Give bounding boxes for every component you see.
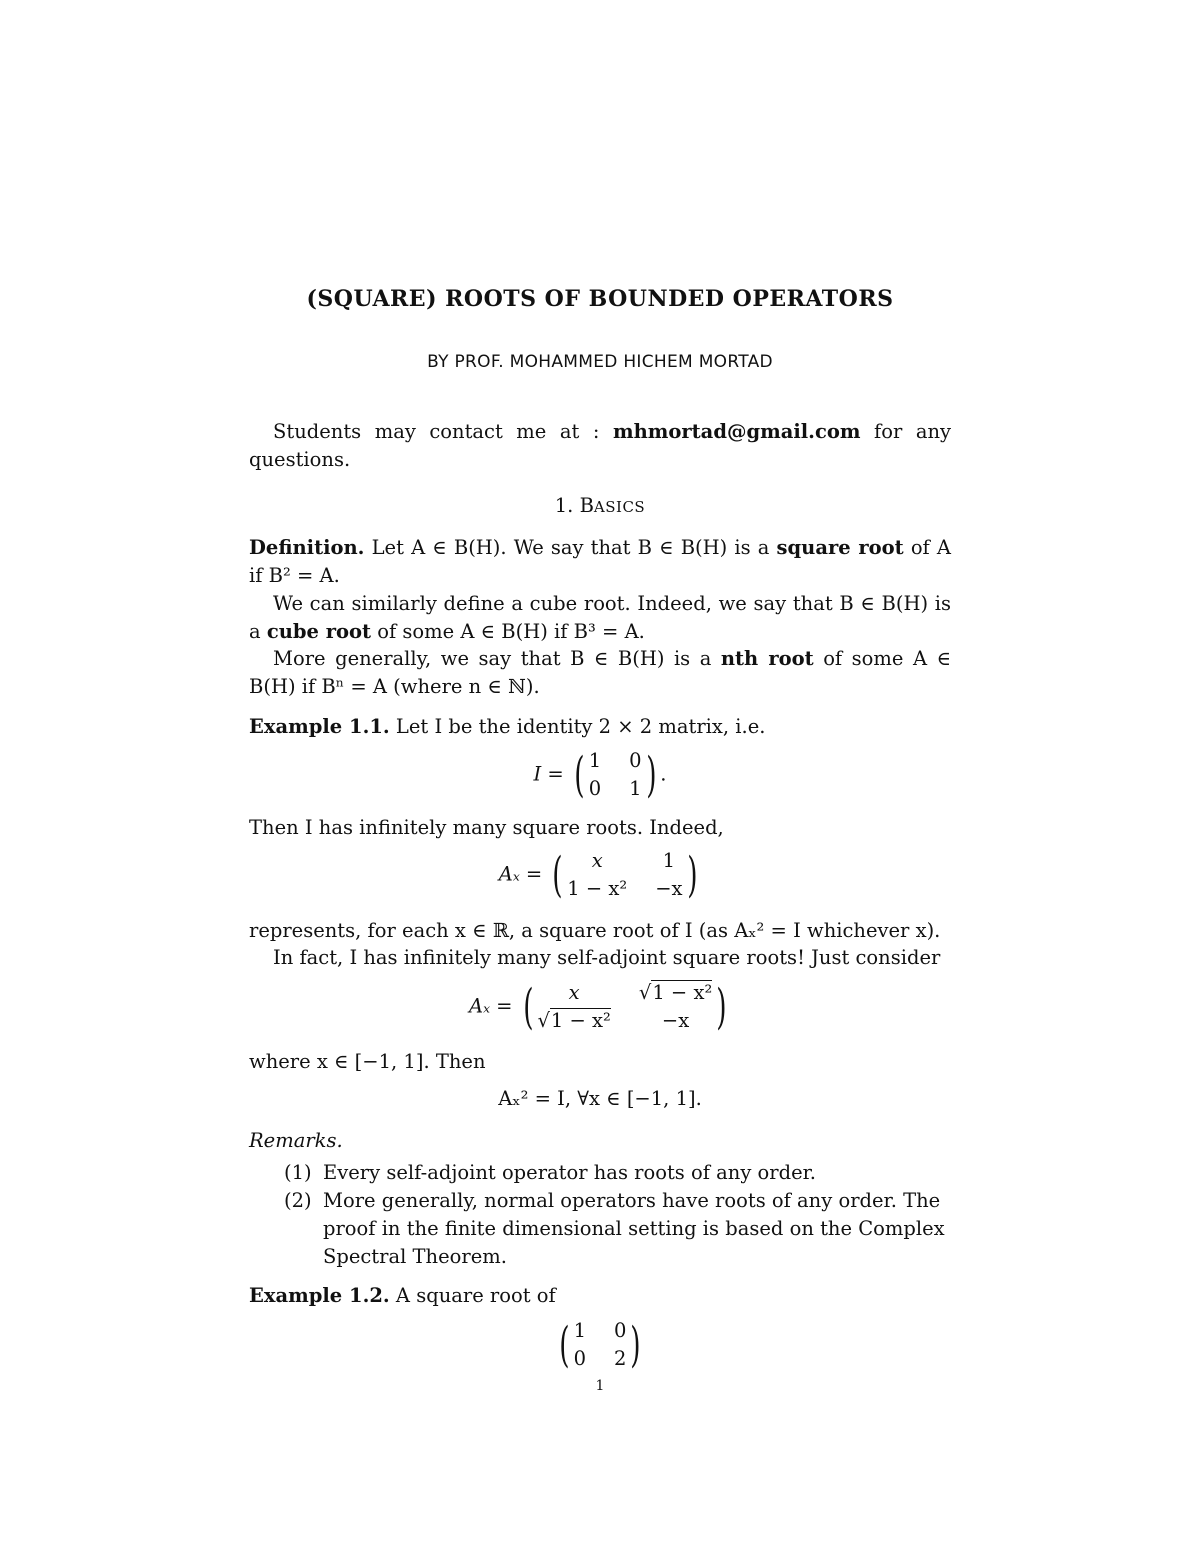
example-1-2-matrix: ( 1 0 0 2 ) <box>559 1317 641 1373</box>
example-1-2-label: Example 1.2. <box>249 1284 390 1307</box>
contact-suffix: for any questions. <box>249 420 952 471</box>
definition-text: Let A ∈ B(H). We say that B ∈ B(H) is a <box>371 536 770 559</box>
infact-text: In fact, I has infinitely many self-adjoint square roots! Just consider <box>273 946 941 969</box>
section-number: 1. <box>554 494 574 517</box>
sa-matrix: ( x √1 − x² √1 − x² −x ) <box>522 979 727 1035</box>
represents-text: represents, for each x ∈ ℝ, a square root of I (as Aₓ² = I whichever x). <box>249 919 941 942</box>
example-1-2-text: A square root of <box>395 1284 556 1307</box>
nth-term: nth root <box>720 647 814 670</box>
example-1-1-label: Example 1.1. <box>249 715 390 738</box>
section-title-rest: ASICS <box>593 498 646 516</box>
sa-lhs: Aₓ = <box>468 994 513 1018</box>
cube-root-paragraph <box>249 590 951 646</box>
self-adjoint-equation <box>0 980 1200 1034</box>
final-equation: Aₓ² = I, ∀x ∈ [−1, 1]. <box>498 1087 702 1110</box>
ax-lhs: Aₓ = <box>498 862 543 886</box>
example-1-1-text: Let I be the identity 2 × 2 matrix, i.e. <box>395 715 766 738</box>
contact-prefix: Students may contact me at : <box>273 420 600 443</box>
nth-root-paragraph <box>249 645 951 701</box>
contact-email[interactable]: mhmortad@gmail.com <box>612 420 861 443</box>
ax-equation <box>0 848 1200 902</box>
remark-item: (2) More generally, normal operators have roots of any order. The proof in the finite dimensional setting is based on the Complex Spectral Theorem. <box>284 1189 945 1268</box>
definition-paragraph <box>249 534 951 590</box>
definition-term: square root <box>776 536 904 559</box>
paper-title: (SQUARE) ROOTS OF BOUNDED OPERATORS <box>306 286 894 312</box>
nth-text-1: More generally, we say that B ∈ B(H) is a <box>273 647 712 670</box>
example-1-1-after: Then I has infinitely many square roots. Indeed, <box>249 816 724 839</box>
cube-text-2: of some A ∈ B(H) if B³ = A. <box>377 620 645 643</box>
contact-paragraph <box>249 418 951 474</box>
example-1-2-intro <box>249 1282 951 1310</box>
section-heading <box>0 494 1200 517</box>
example-1-1-intro <box>249 713 951 741</box>
identity-equation: I = ( 1 0 0 1 ) . <box>533 747 667 803</box>
section-title-initial: B <box>579 494 594 517</box>
remark-item: (1) Every self-adjoint operator has roots of any order. <box>284 1161 817 1184</box>
page-number: 1 <box>595 1378 605 1394</box>
where-text: where x ∈ [−1, 1]. Then <box>249 1050 486 1073</box>
cube-term: cube root <box>266 620 372 643</box>
author-line: BY PROF. MOHAMMED HICHEM MORTAD <box>427 352 773 372</box>
identity-matrix: ( 1 0 0 1 ) <box>574 747 657 803</box>
ax-matrix: ( x 1 1 − x² −x ) <box>552 847 698 903</box>
cube-text-1: We can similarly define a cube root. Indeed, we say that B ∈ B(H) is a <box>249 592 951 643</box>
remarks-list <box>249 1159 951 1271</box>
definition-end: of A if B² = A. <box>249 536 951 587</box>
identity-lhs: I = <box>533 762 564 786</box>
definition-label: Definition. <box>249 536 365 559</box>
remarks-label: Remarks. <box>249 1129 343 1152</box>
nth-text-2: of some A ∈ B(H) if Bⁿ = A (where n ∈ ℕ). <box>249 647 952 698</box>
